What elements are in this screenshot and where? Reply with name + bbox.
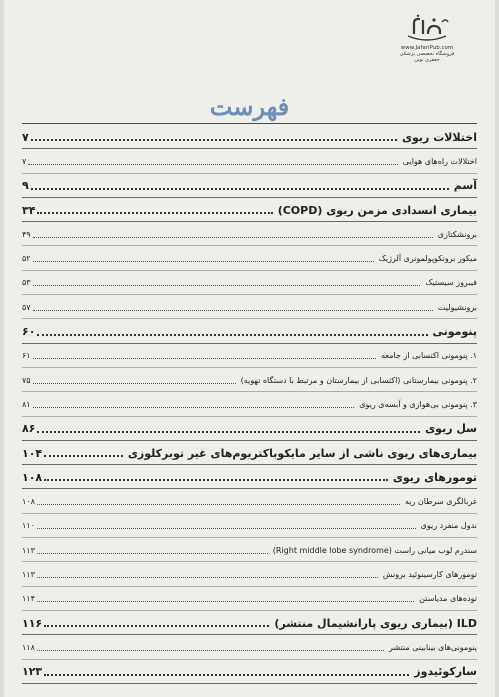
toc-entry-title: ۲. پنومونی بیمارستانی (اکتسابی از بیمارستان و مرتبط با دستگاه تهویه) — [240, 375, 477, 385]
toc-section-entry — [22, 635, 477, 659]
toc-page-number: ۱۰۸ — [22, 497, 35, 507]
dot-leader — [37, 577, 378, 578]
dot-leader — [33, 285, 421, 286]
dot-leader — [37, 431, 420, 433]
toc-section-entry — [22, 587, 477, 611]
toc-page-number: ۵۳ — [22, 278, 31, 288]
toc-page-number: ۷ — [22, 156, 27, 166]
toc-entry-title: بیماری انسدادی مزمن ریوی (COPD) — [277, 203, 477, 217]
toc-page-number: ۸۱ — [22, 399, 31, 409]
dot-leader — [33, 237, 433, 238]
toc-section-entry — [22, 295, 477, 319]
publisher-tagline: فروشگاه تخصصی پزشکی جعفری نوین — [399, 51, 455, 63]
toc-section-entry — [22, 149, 477, 173]
toc-section-entry — [22, 392, 477, 416]
publisher-site: www.JafariPub.com — [400, 45, 454, 51]
toc-chapter-entry — [22, 611, 477, 635]
toc-page-number: ۱۱۸ — [22, 642, 35, 652]
toc-section-entry — [22, 489, 477, 513]
toc-chapter-entry — [22, 465, 477, 489]
toc-entry-title: پنومونی‌های بینابینی منتشر — [389, 642, 477, 652]
toc-section-entry — [22, 344, 477, 368]
toc-section-entry — [22, 246, 477, 270]
toc-chapter-entry — [22, 125, 477, 149]
dot-leader — [44, 625, 269, 627]
toc-entry-title: اختلالات ریوی — [401, 130, 477, 144]
toc-chapter-entry — [22, 660, 477, 684]
toc-entry-title: برونشکتازی — [437, 229, 477, 239]
dot-leader — [44, 479, 388, 481]
toc-page-number: ۷۵ — [22, 375, 31, 385]
toc-entry-title: تومورهای ریوی — [392, 470, 477, 484]
dot-leader — [37, 528, 416, 529]
dot-leader — [37, 650, 384, 651]
dot-leader — [37, 504, 400, 505]
toc-section-entry — [22, 514, 477, 538]
dot-leader — [44, 455, 123, 457]
dot-leader — [44, 674, 409, 676]
toc-section-entry — [22, 222, 477, 246]
dot-leader — [33, 310, 433, 311]
toc-chapter-entry — [22, 441, 477, 465]
toc-chapter-entry — [22, 174, 477, 198]
toc-page-number: ۵۷ — [22, 302, 31, 312]
toc-entry-title: آسم — [453, 179, 477, 193]
toc-entry-title: اختلالات راه‌های هوایی — [402, 156, 477, 166]
dot-leader — [31, 188, 449, 190]
table-of-contents — [22, 125, 477, 684]
publisher-logo — [397, 14, 457, 72]
dot-leader — [33, 261, 374, 262]
toc-entry-title: برونشیولیت — [437, 302, 477, 312]
dot-leader — [33, 407, 355, 408]
dot-leader — [28, 164, 398, 165]
toc-entry-title: ۱. پنومونی اکتسابی از جامعه — [381, 351, 477, 361]
dot-leader — [37, 212, 272, 214]
toc-page-number: ۶۰ — [22, 325, 36, 339]
toc-entry-title: غربالگری سرطان ریه — [404, 497, 477, 507]
toc-page-number: ۴۹ — [22, 229, 31, 239]
toc-entry-title: بیماری‌های ریوی ناشی از سایر مایکوباکتریوم‌های غیر توبرکلوزی — [127, 446, 477, 460]
toc-page-number: ۹ — [22, 179, 29, 193]
toc-page-number: ۱۱۳ — [22, 569, 35, 579]
toc-entry-title: ۳. پنومونی بی‌هوازی و آبسه‌ی ریوی — [359, 399, 477, 409]
toc-page-number: ۵۲ — [22, 254, 31, 264]
toc-section-entry — [22, 538, 477, 562]
dot-leader — [33, 383, 236, 384]
toc-chapter-entry — [22, 319, 477, 343]
title-divider — [22, 123, 477, 124]
toc-entry-title: سندرم لوب میانی راست (Right middle lobe syndrome) — [272, 545, 477, 555]
toc-entry-title: سارکوئیدوز — [414, 665, 477, 679]
toc-section-entry — [22, 562, 477, 586]
toc-entry-title: سل ریوی — [425, 422, 477, 436]
toc-section-entry — [22, 368, 477, 392]
toc-page-number: ۱۱۰ — [22, 521, 35, 531]
toc-chapter-entry — [22, 417, 477, 441]
toc-page-number: ۱۱۶ — [22, 616, 43, 630]
toc-page-number: ۱۰۸ — [22, 470, 43, 484]
toc-entry-title: ILD (بیماری ریوی پارانشیمال منتشر) — [274, 616, 477, 630]
toc-entry-title: پنومونی — [432, 325, 477, 339]
toc-entry-title: فیبروز سیستیک — [425, 278, 477, 288]
dot-leader — [37, 553, 268, 554]
dot-leader — [33, 358, 376, 359]
toc-page-number: ۱۱۳ — [22, 545, 35, 555]
toc-page-number: ۱۲۳ — [22, 665, 43, 679]
toc-page-number: ۳۴ — [22, 203, 36, 217]
dot-leader — [31, 139, 397, 141]
toc-entry-title: تومورهای کارسینوئید برونش — [382, 569, 477, 579]
page-title: فهرست — [209, 92, 290, 121]
toc-page-number: ۷ — [22, 130, 29, 144]
toc-entry-title: میکوز برونکوپولمونری آلرژیک — [378, 254, 477, 264]
toc-entry-title: توده‌های مدیاستن — [419, 594, 477, 604]
book-page — [4, 0, 495, 697]
toc-page-number: ۶۱ — [22, 351, 31, 361]
toc-page-number: ۱۰۴ — [22, 446, 43, 460]
toc-entry-title: ندول منفرد ریوی — [420, 521, 477, 531]
toc-chapter-entry — [22, 198, 477, 222]
dot-leader — [37, 334, 427, 336]
dot-leader — [37, 601, 414, 602]
toc-page-number: ۱۱۴ — [22, 594, 35, 604]
toc-page-number: ۸۶ — [22, 422, 36, 436]
publisher-emblem-icon — [404, 14, 450, 44]
toc-section-entry — [22, 271, 477, 295]
